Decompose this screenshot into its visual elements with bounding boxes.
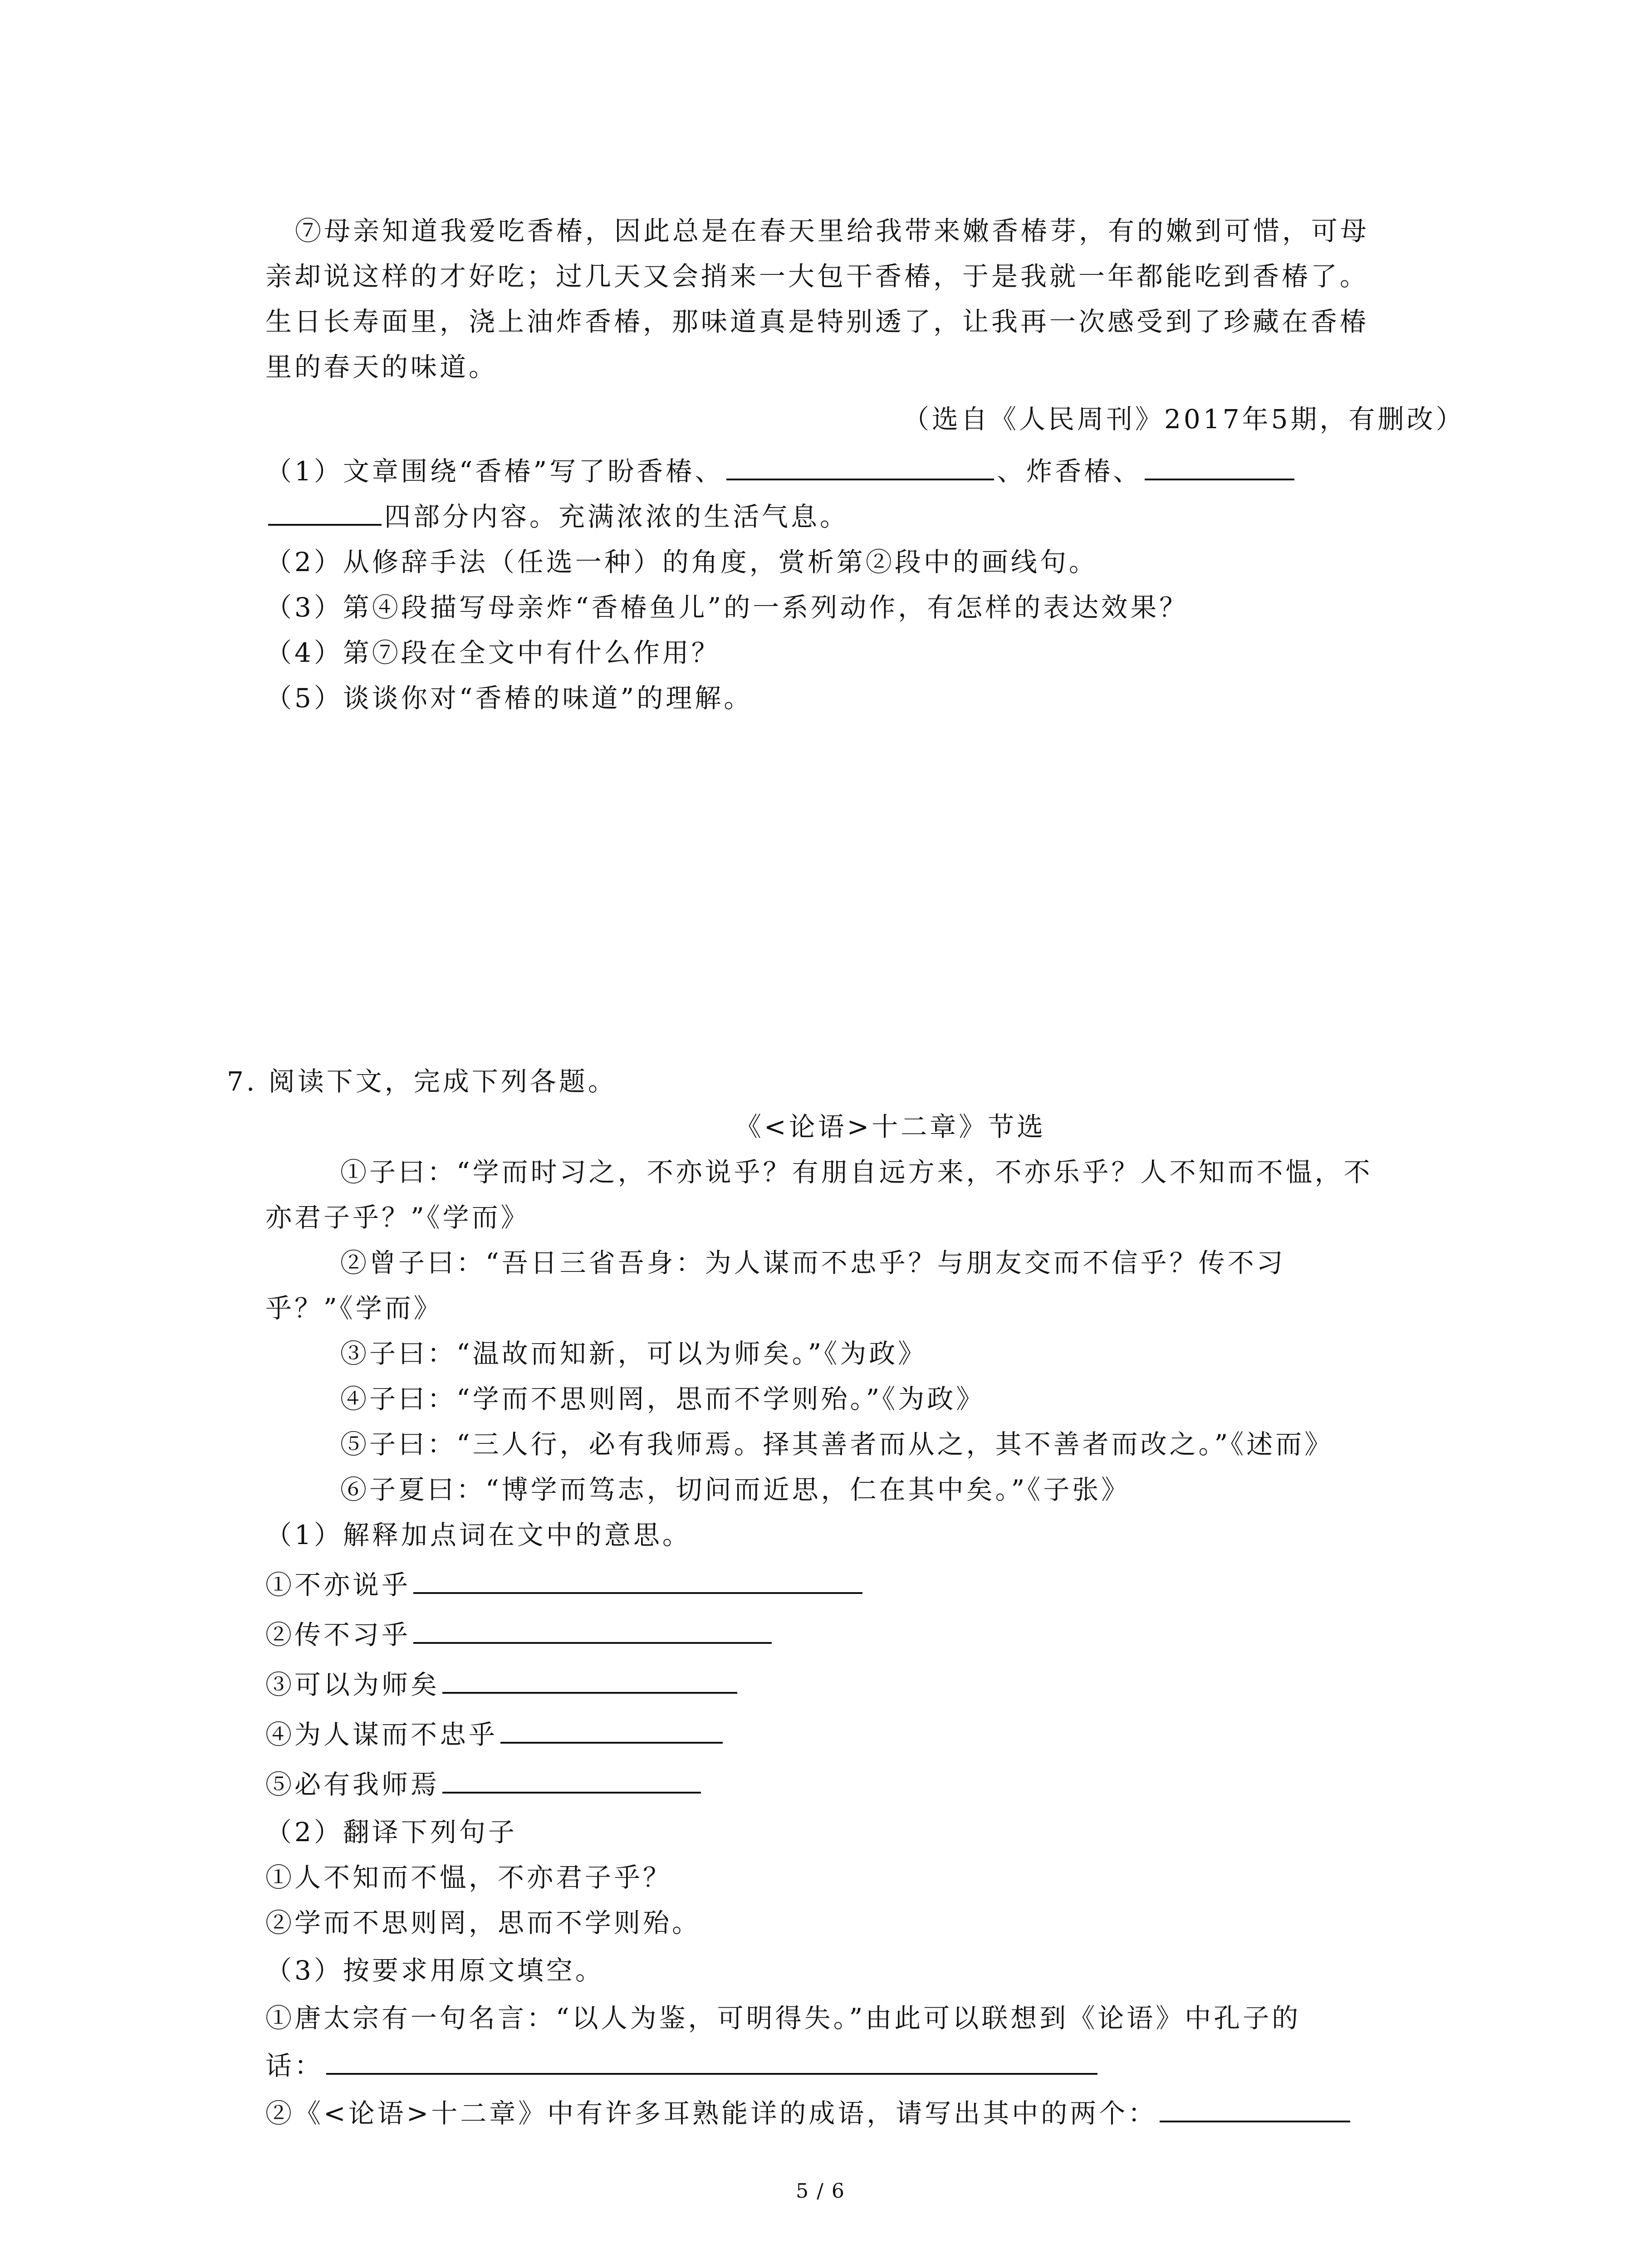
word-label: ③可以为师矣 — [265, 1669, 440, 1700]
word-label: ④为人谋而不忠乎 — [265, 1719, 498, 1750]
q7-intro: 7. 阅读下文，完成下列各题。 — [227, 1066, 617, 1097]
q6-sub1-text-b: 、炸香椿、 — [997, 456, 1142, 487]
fill-item-1-line1: ①唐太宗有一句名言：“以人为鉴，可明得失。”由此可以联想到《论语》中孔子的 — [265, 2003, 1301, 2033]
answer-blank[interactable] — [500, 1742, 723, 1744]
para7-line-1: ⑦母亲知道我爱吃香椿，因此总是在春天里给我带来嫩香椿芽，有的嫩到可惜，可母 — [295, 215, 1370, 246]
source-citation: （选自《人民周刊》2017年5期，有删改） — [903, 404, 1465, 435]
answer-blank[interactable] — [442, 1692, 737, 1694]
para7-line-2: 亲却说这样的才好吃；过几天又会捎来一大包干香椿，于是我就一年都能吃到香椿了。 — [265, 261, 1369, 292]
answer-blank[interactable] — [268, 524, 382, 526]
word-item-4 — [265, 1721, 725, 1748]
chapter-6: ⑥子夏曰：“博学而笃志，切问而近思，仁在其中矣。”《子张》 — [340, 1474, 1131, 1505]
word-item-5 — [265, 1771, 704, 1798]
q7-sub2: （2）翻译下列句子 — [265, 1817, 517, 1848]
answer-blank[interactable] — [1160, 2121, 1350, 2122]
fill-item-1-label: 话： — [265, 2050, 324, 2081]
q7-title: 《<论语>十二章》节选 — [735, 1111, 1046, 1142]
translate-item-2: ②学而不思则罔，思而不学则殆。 — [265, 1907, 701, 1938]
answer-blank[interactable] — [326, 2073, 1097, 2075]
q6-sub5: （5）谈谈你对“香椿的味道”的理解。 — [265, 683, 753, 714]
chapter-4: ④子曰：“学而不思则罔，思而不学则殆。”《为政》 — [340, 1383, 985, 1414]
q7-sub1: （1）解释加点词在文中的意思。 — [265, 1520, 691, 1550]
q6-sub4: （4）第⑦段在全文中有什么作用？ — [265, 637, 720, 668]
answer-blank[interactable] — [726, 479, 994, 480]
word-label: ①不亦说乎 — [265, 1569, 411, 1600]
word-label: ⑤必有我师焉 — [265, 1769, 440, 1800]
fill-item-1-line2 — [265, 2050, 1100, 2081]
chapter-1-line2: 亦君子乎？”《学而》 — [265, 1202, 530, 1233]
page-number: 5 / 6 — [796, 2180, 845, 2203]
chapter-5: ⑤子曰：“三人行，必有我师焉。择其善者而从之，其不善者而改之。”《述而》 — [340, 1429, 1334, 1460]
q6-sub1-line2 — [265, 503, 849, 530]
q6-sub2: （2）从修辞手法（任选一种）的角度，赏析第②段中的画线句。 — [265, 547, 1098, 577]
q6-sub1-text-c: 四部分内容。充满浓浓的生活气息。 — [384, 501, 849, 532]
q6-sub3: （3）第④段描写母亲炸“香椿鱼儿”的一系列动作，有怎样的表达效果？ — [265, 592, 1189, 623]
word-item-1 — [265, 1569, 865, 1600]
q6-sub1-text-a: （1）文章围绕“香椿”写了盼香椿、 — [265, 456, 724, 487]
fill-item-2 — [265, 2098, 1353, 2129]
answer-blank[interactable] — [413, 1642, 772, 1644]
answer-blank[interactable] — [442, 1792, 701, 1794]
answer-blank[interactable] — [1145, 479, 1294, 480]
word-item-2 — [265, 1619, 774, 1650]
translate-item-1: ①人不知而不愠，不亦君子乎？ — [265, 1862, 672, 1893]
chapter-2-line1: ②曾子曰：“吾日三省吾身：为人谋而不忠乎？与朋友交而不信乎？传不习 — [340, 1247, 1286, 1278]
answer-blank[interactable] — [413, 1592, 862, 1594]
fill-item-2-label: ②《<论语>十二章》中有许多耳熟能详的成语，请写出其中的两个： — [265, 2098, 1157, 2129]
word-label: ②传不习乎 — [265, 1619, 411, 1650]
chapter-1-line1: ①子曰：“学而时习之，不亦说乎？有朋自远方来，不亦乐乎？人不知而不愠，不 — [340, 1157, 1373, 1188]
para7-line-4: 里的春天的味道。 — [265, 352, 498, 382]
q7-sub3: （3）按要求用原文填空。 — [265, 1955, 604, 1986]
q6-sub1-line1 — [265, 456, 1297, 487]
para7-line-3: 生日长寿面里，浇上油炸香椿，那味道真是特别透了，让我再一次感受到了珍藏在香椿 — [265, 306, 1369, 337]
word-item-3 — [265, 1669, 740, 1700]
chapter-2-line2: 乎？”《学而》 — [265, 1293, 443, 1324]
chapter-3: ③子曰：“温故而知新，可以为师矣。”《为政》 — [340, 1338, 927, 1369]
